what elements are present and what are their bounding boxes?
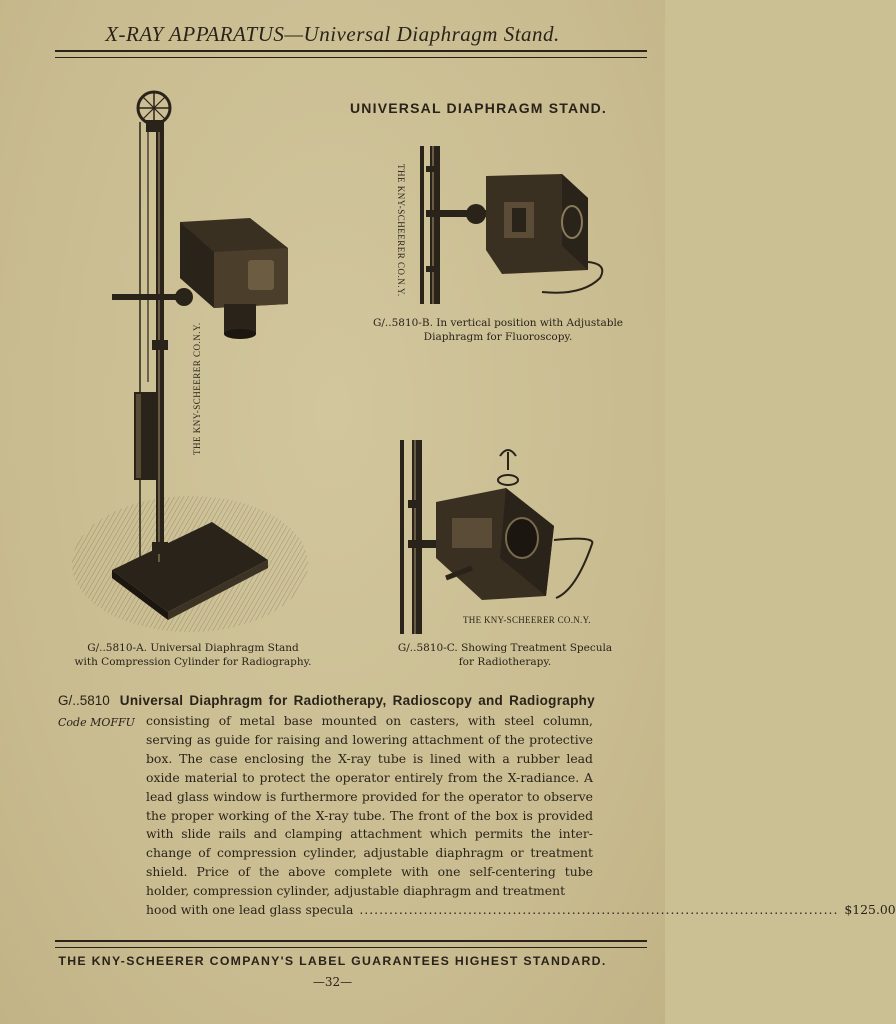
footer-label: THE KNY-SCHEERER COMPANY'S LABEL GUARANTEES HIGHEST STANDARD.	[58, 954, 607, 968]
header-rule	[55, 50, 647, 58]
page-header-title: X-RAY APPARATUS—Universal Diaphragm Stand.	[105, 22, 560, 46]
price-line	[146, 901, 896, 920]
figure-c-caption-line2: for Radiotherapy.	[458, 656, 552, 668]
figure-c-caption	[370, 641, 640, 669]
listing-title: Universal Diaphragm for Radiotherapy, Radioscopy and Radiography	[119, 693, 595, 708]
figure-b-caption-line1: G/..5810-B. In vertical position with Adjustable	[372, 317, 624, 329]
listing-heading	[58, 693, 595, 708]
footer-rule	[55, 940, 647, 948]
figure-b-caption-line2: Diaphragm for Fluoroscopy.	[423, 331, 573, 343]
figure-c-maker-mark: THE KNY-SCHEERER CO.N.Y.	[463, 615, 591, 625]
figure-b-caption	[356, 316, 640, 344]
price-line-lead: hood with one lead glass specula	[146, 902, 354, 918]
listing-number: G/..5810	[58, 693, 110, 708]
price-leader-dots: .................................................................................................	[359, 902, 839, 918]
section-heading: UNIVERSAL DIAPHRAGM STAND.	[350, 100, 608, 116]
figure-a-maker-mark: THE KNY-SCHEERER CO.N.Y.	[192, 322, 202, 455]
listing-description-block	[146, 712, 896, 920]
figure-a-caption	[60, 641, 326, 669]
page-number: —32—	[312, 975, 353, 989]
figure-c-illustration	[396, 440, 606, 635]
figure-c-caption-line1: G/..5810-C. Showing Treatment Specula	[397, 642, 613, 654]
figure-a-caption-line2: with Compression Cylinder for Radiography.	[74, 656, 312, 668]
figure-b-maker-mark: THE KNY-SCHEERER CO.N.Y.	[396, 164, 406, 297]
figure-b-illustration	[412, 146, 612, 306]
listing-price: $125.00	[844, 902, 896, 918]
listing-description: consisting of metal base mounted on casters, with steel column, serving as guide for raising and lowering attachment of the protective box. The case enclosing the X-ray tube is lined with a rubber lead oxide material to protect the operator entirely from the X-radiance. A lead glass window is furthermore provided for the operator to observe the proper working of the X-ray tube. The front of the box is provided with slide rails and clamping attachment which permits the inter-change of compression cylinder, adjustable diaphragm or treatment shield. Price of the above complete with one self-centering tube holder, compression cylinder, adjustable diaphragm and treatment	[146, 713, 593, 899]
figure-a-caption-line1: G/..5810-A. Universal Diaphragm Stand	[87, 642, 299, 654]
listing-code: Code MOFFU	[58, 716, 135, 729]
